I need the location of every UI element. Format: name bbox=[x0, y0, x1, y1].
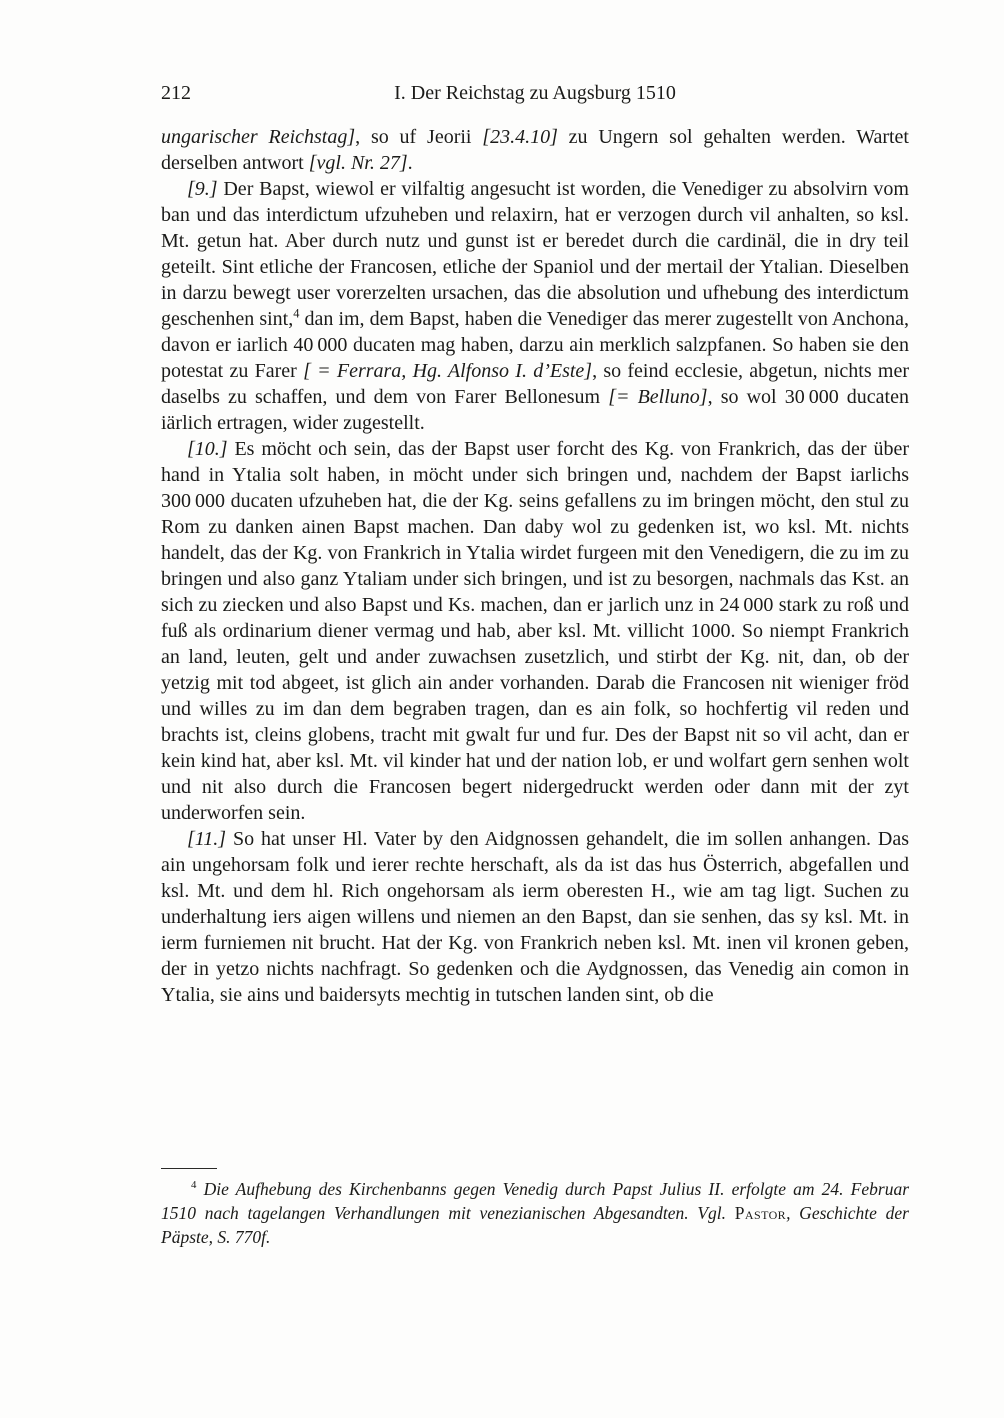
running-head: I. Der Reichstag zu Augsburg 1510 bbox=[394, 82, 676, 104]
text-column bbox=[161, 80, 909, 1008]
paragraph-section-9: [9.] Der Bapst, wiewol er vilfaltig angesucht ist worden, die Venediger zu absolvirn vom ban und das interdictum ufzuheben und relaxirn, hat er verzogen durch vil anhalten, so ksl. Mt. getun hat. Aber durch nutz und gunst ist er beredet durch die cardinäl, die in dry teil geteilt. Sint etliche der Francosen, etliche der Spaniol und der mertail der Ytalian. Dieselben in darzu bewegt user vorerzelten ursachen, das die absolution und ufhebung des interdictum geschenhen sint,$^4$ dan im, dem Bapst, haben die Venediger das merer zugestellt von Anchona, davon er iarlich 40 000 ducaten mag haben, darzu ain merklich salzpfanen. So haben sie den potestat zu Farer [ = Ferrara, Hg. Alfonso I. d’Este], so feind ecclesie, abgetun, nichts mer daselbs zu schaffen, und dem von Farer Bellonesum [= Belluno], so wol 30 000 ducaten iärlich ertragen, wider zugestellt. bbox=[161, 178, 910, 434]
paragraph-continuation: ungarischer Reichstag], so uf Jeorii [23.4.10] zu Ungern sol gehalten werden. Wartet derselben antwort [vgl. Nr. 27]. bbox=[161, 126, 909, 174]
footnote-block bbox=[161, 1168, 909, 1249]
paragraph-section-11: [11.] So hat unser Hl. Vater by den Aidgnossen gehandelt, die im sollen anhangen. Das ain ungehorsam folk und ierer rechte herschaft, als da ist das hus Österrich, abgefallen und ksl. Mt. und dem hl. Rich ongehorsam als ierm oberesten H., wie am tag ligt. Suchen zu underhaltung iers aigen willens und niemen an den Bapst, dan sie senhen, das sy ksl. Mt. in ierm furniemen nit brucht. Hat der Kg. von Frankrich neben ksl. Mt. inen vil kronen geben, der in yetzo nichts nachfragt. So gedenken och die Aydgnossen, das Venedig ain comon in Ytalia, sie ains und baidersyts mechtig in tutschen landen sint, ob die bbox=[161, 828, 909, 1006]
body-text bbox=[161, 124, 909, 1008]
footnote-separator-rule bbox=[161, 1168, 217, 1169]
page-header bbox=[161, 80, 909, 107]
footnote-text: $^4$ Die Aufhebung des Kirchenbanns gegen Venedig durch Papst Julius II. erfolgte am 24. Februar 1510 nach tagelangen Verhandlungen mit venezianischen Abgesandten. Vgl. Pastor, Geschichte der Päpste, S. 770f. bbox=[161, 1179, 910, 1247]
paragraph-section-10: [10.] Es möcht och sein, das der Bapst user forcht des Kg. von Frankrich, das der über hand in Ytalia solt haben, in möcht under sich bringen und, nachdem der Bapst iarlichs 300 000 ducaten ufzuheben hat, die der Kg. seins gefallens zu im bringen möcht, den stul zu Rom zu danken ainen Bapst machen. Dan daby wol zu gedenken ist, wo ksl. Mt. nichts handelt, das der Kg. von Frankrich in Ytalia wirdet furgeen mit den Venedigern, die zu im zu bringen und also ganz Ytaliam under sich bringen, und ist zu besorgen, nachmals das Kst. an sich zu ziecken und also Bapst und Ks. machen, dan er jarlich unz in 24 000 stark zu roß und fuß als ordinarium diener vermag und hab, aber ksl. Mt. villicht 1000. So niempt Frankrich an land, leuten, gelt und ander zuwachsen zusetzlich, und stirbt der Kg. nit, dan, ob der yetzig mit tod abgeet, ist glich ain ander vorhanden. Darab die Francosen nit wieniger fröd und willes zu im dan dem begraben tragen, dan es ain folk, so hochfertig vil reden und brachts ist, cleins globens, tracht mit gwalt fur und fur. Des der Bapst nit so vil acht, dan er kein kind hat, aber ksl. Mt. vil kinder hat und der nation lob, er und wolfart gern senhen wolt und nit also durch die Francosen begert nidergedruckt werden oder dann mit der zyt underworfen sein. bbox=[161, 438, 909, 824]
page-number: 212 bbox=[161, 82, 191, 104]
